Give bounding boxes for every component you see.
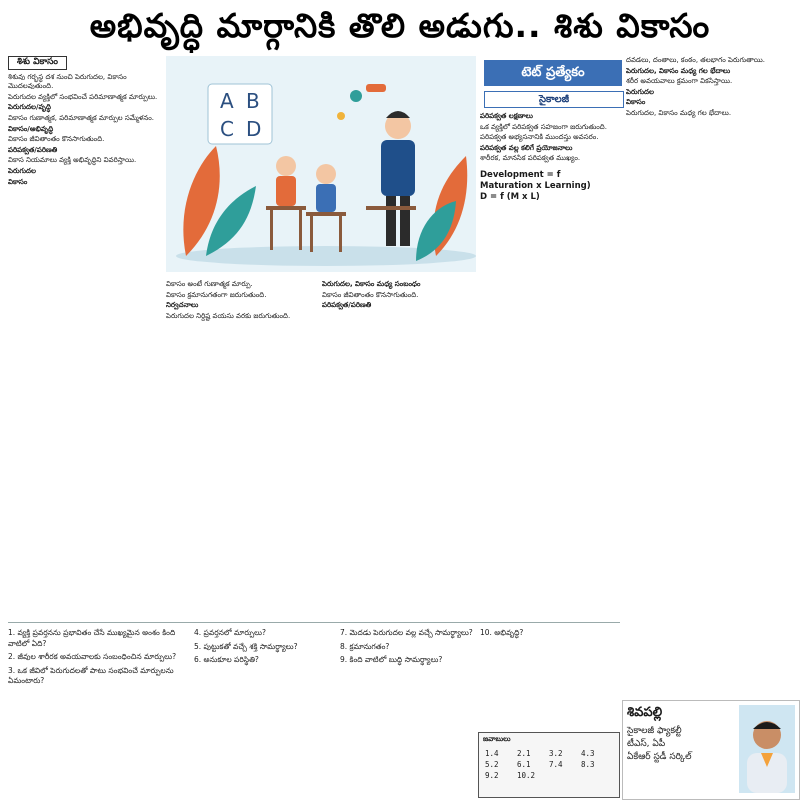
author-role-line: సైకాలజీ ఫ్యాకల్టీ (627, 726, 682, 736)
letter-c: C (220, 117, 234, 141)
paragraph: వికాసం జీవితాంతం కొనసాగుతుంది. (8, 135, 105, 144)
subheading: పెరుగుదల, వికాసం మధ్య సంబంధం (322, 280, 421, 288)
subheading: పెరుగుదల, వికాసం మధ్య గల భేదాలు (626, 66, 731, 75)
quiz-question: 9. కింది వాటిలో బుద్ధి సామర్థ్యాలు? (340, 655, 443, 664)
answer-item: 5.2 (485, 760, 499, 769)
quiz-question: 5. పుట్టుకతో వచ్చే శక్తి సామర్థ్యాలు? (194, 641, 298, 651)
classroom-illustration (166, 56, 476, 272)
subheading: వికాసం (626, 98, 646, 107)
answer-item: 4.3 (581, 749, 595, 758)
left-column (8, 56, 160, 618)
quiz-column-3 (340, 628, 474, 669)
formula-line-2: Maturation x Learning) (480, 180, 591, 191)
author-box (622, 700, 800, 800)
answer-item: 1.4 (485, 749, 499, 758)
paragraph: వికాసం గుణాత్మక, పరిమాణాత్మక మార్పుల సమ్మేళనం. (8, 113, 155, 122)
subheading: పరిపక్వత వల్ల కలిగే ప్రయోజనాలు (480, 143, 573, 152)
subheading: పరిపక్వత లక్షణాలు (480, 112, 533, 120)
subheading: నిర్వచనాలు (166, 301, 199, 310)
illustration-svg (166, 56, 476, 272)
middle-column-b (322, 280, 474, 618)
paragraph: ఒక వ్యక్తిలో పరిపక్వత సహజంగా జరుగుతుంది. (480, 122, 607, 131)
section-title: శిశు వికాసం (8, 56, 67, 70)
answer-item: 8.3 (581, 760, 595, 769)
quiz-question: 6. అనుకూల పరిస్థితి? (194, 655, 259, 664)
author-photo (739, 705, 795, 793)
quiz-column-2 (194, 628, 334, 669)
letter-b: B (246, 89, 260, 113)
quiz-question: 2. జీవుల శారీరక అవయవాలకు సంబంధించిన మార్పులు? (8, 652, 177, 661)
paragraph: పరిపక్వత అభ్యసనానికి ముందస్తు అవసరం. (480, 133, 599, 142)
subheading: పరిపక్వత/పరిణతి (8, 145, 58, 154)
quiz-question: 4. ప్రవర్తనలో మార్పులు? (194, 628, 267, 637)
author-role (627, 725, 737, 764)
paragraph: వికాసం క్రమానుగతంగా జరుగుతుంది. (166, 290, 267, 299)
paragraph: పెరుగుదల వ్యక్తిలో సంభవించే పరిమాణాత్మక మార్పులు. (8, 92, 158, 101)
quiz-question: 8. క్రమానుగతం? (340, 641, 390, 651)
answer-item: 6.1 (517, 760, 531, 769)
subheading: వికాసం (8, 177, 28, 186)
quiz-question: 10. అభివృద్ధి? (480, 628, 524, 637)
formula-line-1: Development = f (480, 169, 561, 180)
answer-item: 2.1 (517, 749, 531, 758)
answer-item: 9.2 (485, 771, 499, 780)
avatar-icon (739, 705, 795, 793)
answers-grid (479, 747, 619, 782)
paragraph: శారీరక, మానసిక పరిపక్వత ముఖ్యం. (480, 154, 581, 163)
letter-d: D (246, 117, 262, 141)
subheading: వికాసం/అభివృద్ధి (8, 124, 54, 133)
psychology-subhead: సైకాలజీ (484, 91, 624, 108)
quiz-question: 1. వ్యక్తి ప్రవర్తనను ప్రభావితం చేసే ముఖ్యమైన అంశం కింది వాటిలో ఏది? (8, 628, 176, 648)
paragraph: శరీర అవయవాలు క్రమంగా వికసిస్తాయి. (626, 77, 733, 86)
paragraph: వికాసం అంటే గుణాత్మక మార్పు. (166, 280, 253, 288)
headline: అభివృద్ధి మార్గానికి తొలి అడుగు.. శిశు వికాసం (89, 6, 711, 45)
subheading: పెరుగుదల (8, 166, 36, 175)
subheading: పరిపక్వత/పరిణతి (322, 301, 372, 310)
paragraph: పెరుగుదల నిర్దిష్ట వయసు వరకు జరుగుతుంది. (166, 311, 291, 320)
middle-column-a (166, 280, 316, 618)
right-column (626, 56, 796, 694)
quiz-column-4 (480, 628, 620, 642)
quiz-question: 7. మెదడు పెరుగుదల వల్ల వచ్చే సామర్థ్యాలు? (340, 628, 473, 637)
answer-item: 10.2 (517, 771, 536, 780)
formula-block (480, 170, 622, 203)
author-name: శివపల్లి (627, 705, 663, 720)
author-role-line: ఏకేఆర్ స్టడీ సర్కిల్ (627, 752, 692, 762)
author-role-line: టీఎస్, ఏపీ (627, 739, 666, 749)
paragraph: వికాస నియమాలు వ్యక్తి అభివృద్ధిని వివరిస్తాయి. (8, 156, 137, 165)
letter-a: A (220, 89, 234, 113)
formula-line-3: D = f (M x L) (480, 191, 540, 202)
subheading: పెరుగుదల/వృద్ధి (8, 103, 51, 112)
tet-badge: టెట్ ప్రత్యేకం (484, 60, 622, 86)
answer-item: 7.4 (549, 760, 563, 769)
quiz-question: 3. ఒక జీవిలో పెరుగుదలతో పాటు సంభవించే మార్పులను ఏమంటారు? (8, 665, 174, 685)
tet-column (480, 112, 622, 618)
subheading: పెరుగుదల (626, 87, 654, 96)
paragraph: దవడలు, దంతాలు, కంఠం, తలభాగం పెరుగుతాయి. (626, 56, 765, 64)
paragraph: పెరుగుదల, వికాసం మధ్య గల భేదాలు. (626, 108, 732, 117)
quiz-column-1 (8, 628, 188, 690)
answers-box (478, 732, 620, 798)
answer-item: 3.2 (549, 749, 563, 758)
divider (8, 622, 620, 623)
answers-title: జవాబులు (483, 735, 511, 743)
paragraph: వికాసం జీవితాంతం కొనసాగుతుంది. (322, 290, 419, 299)
paragraph: శిశువు గర్భస్థ దశ నుంచి పెరుగుదల, వికాసం మొదలవుతుంది. (8, 72, 127, 91)
